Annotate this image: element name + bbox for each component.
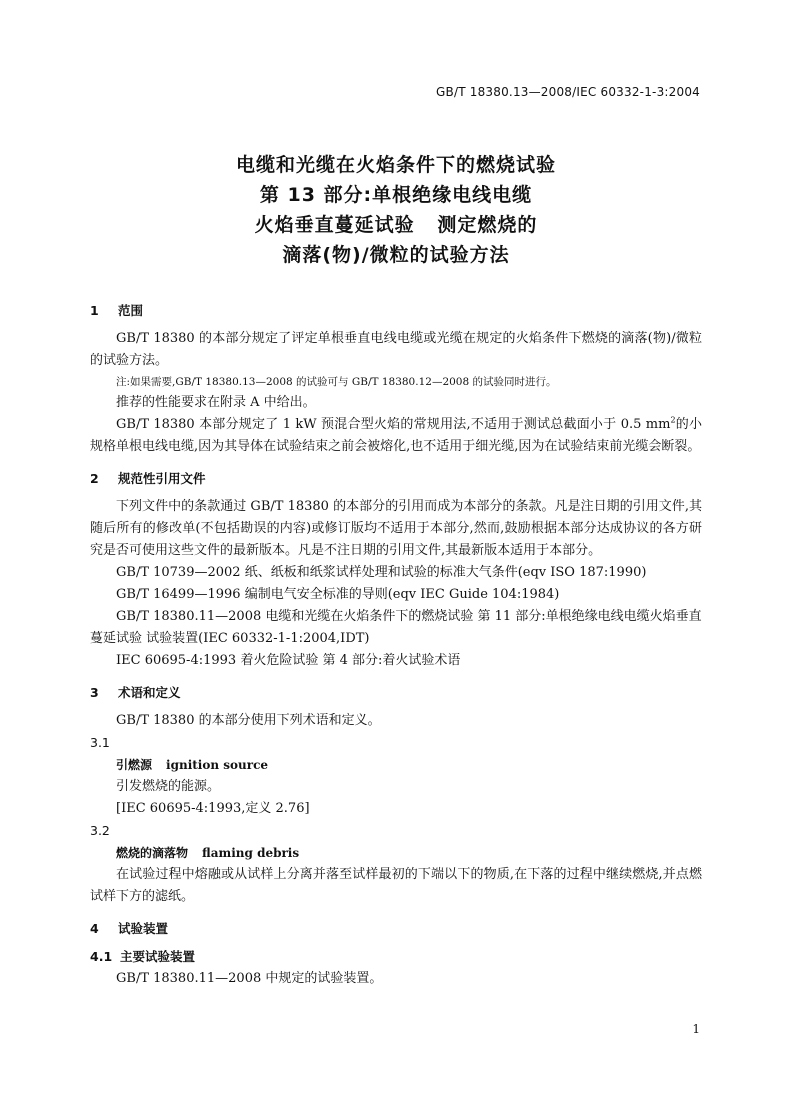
term-name-zh: 燃烧的滴落物 [116,846,189,860]
document-title [0,150,792,270]
scope-note: 注:如果需要,GB/T 18380.13—2008 的试验可与 GB/T 18380.12—2008 的试验同时进行。 [116,376,557,388]
reference-item: GB/T 18380.11—2008 电缆和光缆在火焰条件下的燃烧试验 第 11 部分:单根绝缘电线电缆火焰垂直蔓延试验 试验装置(IEC 60332-1-1:2004,IDT) [90,609,702,646]
term-definition: 引发燃烧的能源。 [116,779,221,794]
term-number: 3.2 [90,823,110,838]
section-heading [90,468,702,490]
section-title: 试验装置 [118,921,169,936]
subsection-number: 4.1 [90,949,113,964]
term-name [90,842,702,864]
section-heading [90,682,702,704]
term-source: [IEC 60695-4:1993,定义 2.76] [116,801,310,816]
term-name-en: flaming debris [202,846,300,860]
scope-paragraph: GB/T 18380 的本部分规定了评定单根垂直电线电缆或光缆在规定的火焰条件下燃烧的滴落(物)/微粒的试验方法。 [90,331,702,368]
term-definition: 在试验过程中熔融或从试样上分离并落至试样最初的下端以下的物质,在下落的过程中继续燃烧,并点燃试样下方的滤纸。 [90,867,702,904]
references-intro: 下列文件中的条款通过 GB/T 18380 的本部分的引用而成为本部分的条款。凡是注日期的引用文件,其随后所有的修改单(不包括勘误的内容)或修订版均不适用于本部分,然而,鼓励根据本部分达成协议的各方研究是否可使用这些文件的最新版本。凡是不注日期的引用文件,其最新版本适用于本部分。 [90,499,702,558]
scope-paragraph: 推荐的性能要求在附录 A 中给出。 [116,395,316,410]
section-number: 1 [90,303,99,318]
title-line: 滴落(物)/微粒的试验方法 [282,244,510,266]
section-heading [90,918,702,940]
scope-text: GB/T 18380 本部分规定了 1 kW 预混合型火焰的常规用法,不适用于测试总截面小于 0.5 mm [116,417,671,432]
reference-item: GB/T 16499—1996 编制电气安全标准的导则(eqv IEC Guide 104:1984) [116,587,560,602]
section-number: 3 [90,685,99,700]
section-heading [90,300,702,322]
reference-item: IEC 60695-4:1993 着火危险试验 第 4 部分:着火试验术语 [116,653,461,668]
title-line: 第 13 部分:单根绝缘电线电缆 [259,184,533,206]
superscript: 2 [670,415,676,425]
document-body [90,300,702,990]
term-name-zh: 引燃源 [116,758,153,772]
section-number: 4 [90,921,99,936]
page-number: 1 [692,1022,700,1036]
terms-intro: GB/T 18380 的本部分使用下列术语和定义。 [116,713,381,728]
subsection-title: 主要试验装置 [120,949,196,964]
title-line: 火焰垂直蔓延试验 测定燃烧的 [254,214,538,236]
standard-number: GB/T 18380.13—2008/IEC 60332-1-3:2004 [436,85,700,99]
title-line: 电缆和光缆在火焰条件下的燃烧试验 [235,154,556,176]
term-number: 3.1 [90,735,110,750]
section-title: 范围 [118,303,144,318]
section-title: 规范性引用文件 [118,471,206,486]
subsection-heading [90,946,702,968]
section-title: 术语和定义 [118,685,181,700]
reference-item: GB/T 10739—2002 纸、纸板和纸浆试样处理和试验的标准大气条件(eqv ISO 187:1990) [116,565,647,580]
term-name-en: ignition source [166,758,269,772]
section-number: 2 [90,471,99,486]
scope-paragraph [90,414,702,458]
subsection-text: GB/T 18380.11—2008 中规定的试验装置。 [116,971,383,986]
term-name [90,754,702,776]
scope-text: 的小规格单根电线电缆,因为其导体在试验结束之前会被熔化,也不适用于细光缆,因为在试验结束前光缆会断裂。 [90,417,702,454]
